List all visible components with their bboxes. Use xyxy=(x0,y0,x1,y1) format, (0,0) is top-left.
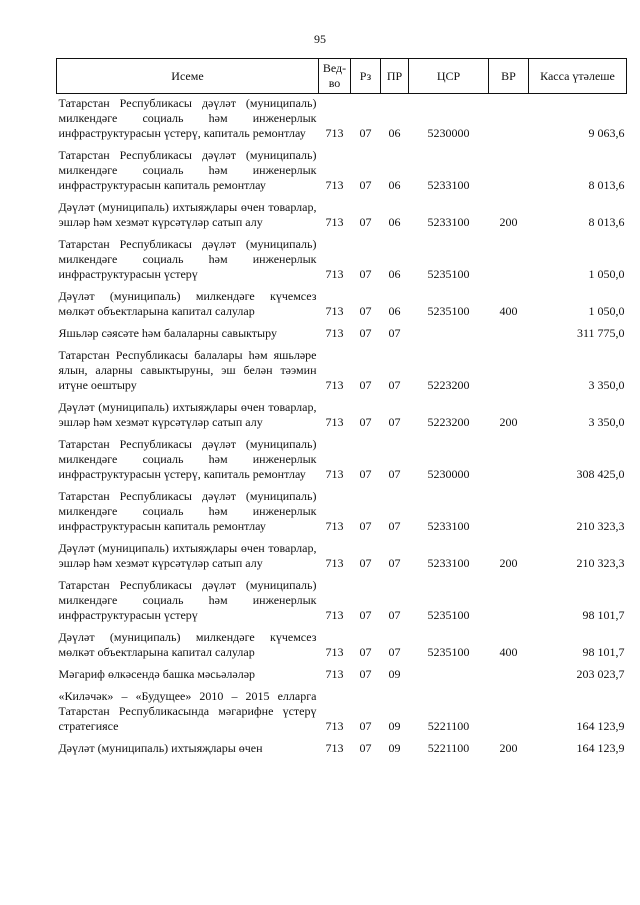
row-pr-cell: 07 xyxy=(388,415,401,429)
row-pr-cell: 06 xyxy=(388,267,401,281)
header-rz: Рз xyxy=(351,59,381,94)
table-row xyxy=(57,435,627,487)
row-sum-cell: 9 063,6 xyxy=(588,126,625,140)
table-row xyxy=(57,487,627,539)
row-name-cell: Дәүләт (муниципаль) милкендәге күчемсез мөлкәт объектларына капитал салулар xyxy=(58,630,317,659)
table-row xyxy=(57,739,627,761)
row-name-cell: Татарстан Республикасы дәүләт (муниципаль) милкендәге социаль һәм инженерлык инфраструктурасын үстерү, капиталь ремонтлау xyxy=(58,437,317,481)
table-row xyxy=(57,539,627,576)
header-name: Исеме xyxy=(57,59,319,94)
row-sum-cell: 1 050,0 xyxy=(588,267,625,281)
row-sum-cell: 98 101,7 xyxy=(582,645,625,659)
row-sum-cell: 164 123,9 xyxy=(576,719,625,733)
row-vr-cell xyxy=(489,665,529,687)
row-rz-cell: 07 xyxy=(359,326,372,340)
row-vr-cell xyxy=(489,435,529,487)
row-csr-cell: 5235100 xyxy=(427,608,470,622)
row-sum-cell: 3 350,0 xyxy=(588,415,625,429)
row-csr-cell: 5233100 xyxy=(427,215,470,229)
row-pr-cell: 07 xyxy=(388,645,401,659)
table-row xyxy=(57,346,627,398)
row-sum-cell: 8 013,6 xyxy=(588,215,625,229)
row-csr-cell: 5233100 xyxy=(427,519,470,533)
row-rz-cell: 07 xyxy=(359,556,372,570)
table-row xyxy=(57,146,627,198)
row-rz-cell: 07 xyxy=(359,741,372,755)
row-vr-cell xyxy=(489,487,529,539)
row-name-cell: Татарстан Республикасы балалары һәм яшьләре ялын, аларны савыктыруны, эш белән тәэмин итүне оештыру xyxy=(58,348,317,392)
page-number: 95 xyxy=(314,32,326,46)
row-vr-cell xyxy=(489,94,529,147)
row-rz-cell: 07 xyxy=(359,215,372,229)
row-pr-cell: 07 xyxy=(388,556,401,570)
row-ved-cell: 713 xyxy=(325,178,344,192)
row-vr-cell xyxy=(489,576,529,628)
row-ved-cell: 713 xyxy=(325,667,344,681)
row-pr-cell: 06 xyxy=(388,304,401,318)
row-ved-cell: 713 xyxy=(325,645,344,659)
row-vr-cell: 400 xyxy=(499,645,518,659)
header-vr: ВР xyxy=(489,59,529,94)
row-name-cell: «Киләчәк» – «Будущее» 2010 – 2015 елларга Татарстан Республикасында мәгарифне үстерү стратегиясе xyxy=(58,689,317,733)
header-ved: Вед-во xyxy=(319,59,351,94)
table-row xyxy=(57,687,627,739)
row-name-cell: Татарстан Республикасы дәүләт (муниципаль) милкендәге социаль һәм инженерлык инфраструктурасын үстерү xyxy=(58,578,317,622)
table-body xyxy=(57,94,627,762)
row-ved-cell: 713 xyxy=(325,267,344,281)
row-vr-cell xyxy=(489,687,529,739)
row-name-cell: Татарстан Республикасы дәүләт (муниципаль) милкендәге социаль һәм инженерлык инфраструктурасын капиталь ремонтлау xyxy=(58,148,317,192)
row-ved-cell: 713 xyxy=(325,719,344,733)
row-sum-cell: 164 123,9 xyxy=(576,741,625,755)
row-name-cell: Дәүләт (муниципаль) ихтыяҗлары өчен товарлар, эшләр һәм хезмәт күрсәтүләр сатып алу xyxy=(58,400,317,429)
row-csr-cell: 5230000 xyxy=(427,126,470,140)
row-rz-cell: 07 xyxy=(359,519,372,533)
row-sum-cell: 311 775,0 xyxy=(576,326,625,340)
row-pr-cell: 06 xyxy=(388,126,401,140)
row-csr-cell xyxy=(409,665,489,687)
row-sum-cell: 210 323,3 xyxy=(576,519,625,533)
row-sum-cell: 308 425,0 xyxy=(576,467,625,481)
row-rz-cell: 07 xyxy=(359,719,372,733)
row-ved-cell: 713 xyxy=(325,608,344,622)
row-rz-cell: 07 xyxy=(359,267,372,281)
table-row xyxy=(57,628,627,665)
row-sum-cell: 1 050,0 xyxy=(588,304,625,318)
row-ved-cell: 713 xyxy=(325,467,344,481)
row-csr-cell: 5235100 xyxy=(427,645,470,659)
row-vr-cell xyxy=(489,324,529,346)
table-row xyxy=(57,287,627,324)
row-name-cell: Татарстан Республикасы дәүләт (муниципаль) милкендәге социаль һәм инженерлык инфраструктурасын үстерү xyxy=(58,237,317,281)
row-vr-cell xyxy=(489,346,529,398)
row-ved-cell: 713 xyxy=(325,741,344,755)
row-rz-cell: 07 xyxy=(359,667,372,681)
row-vr-cell: 200 xyxy=(499,741,518,755)
row-name-cell: Дәүләт (муниципаль) милкендәге күчемсез мөлкәт объектларына капитал салулар xyxy=(58,289,317,318)
row-pr-cell: 06 xyxy=(388,178,401,192)
row-csr-cell: 5233100 xyxy=(427,178,470,192)
row-ved-cell: 713 xyxy=(325,126,344,140)
table-header xyxy=(57,59,627,94)
row-ved-cell: 713 xyxy=(325,304,344,318)
row-name-cell: Татарстан Республикасы дәүләт (муниципаль) милкендәге социаль һәм инженерлык инфраструктурасын үстерү, капиталь ремонтлау xyxy=(58,96,317,140)
row-pr-cell: 07 xyxy=(388,519,401,533)
row-vr-cell: 200 xyxy=(499,415,518,429)
row-name-cell: Дәүләт (муниципаль) ихтыяҗлары өчен xyxy=(58,741,263,755)
row-csr-cell: 5235100 xyxy=(427,267,470,281)
row-ved-cell: 713 xyxy=(325,326,344,340)
row-pr-cell: 07 xyxy=(388,608,401,622)
row-csr-cell: 5221100 xyxy=(427,741,470,755)
table-row xyxy=(57,665,627,687)
row-ved-cell: 713 xyxy=(325,519,344,533)
row-sum-cell: 3 350,0 xyxy=(588,378,625,392)
row-csr-cell xyxy=(409,324,489,346)
row-pr-cell: 09 xyxy=(388,741,401,755)
row-sum-cell: 8 013,6 xyxy=(588,178,625,192)
row-csr-cell: 5223200 xyxy=(427,415,470,429)
row-pr-cell: 07 xyxy=(388,326,401,340)
header-pr: ПР xyxy=(381,59,409,94)
row-name-cell: Татарстан Республикасы дәүләт (муниципаль) милкендәге социаль һәм инженерлык инфраструктурасын капиталь ремонтлау xyxy=(58,489,317,533)
row-vr-cell xyxy=(489,146,529,198)
row-vr-cell: 400 xyxy=(499,304,518,318)
row-ved-cell: 713 xyxy=(325,415,344,429)
row-pr-cell: 09 xyxy=(388,667,401,681)
row-name-cell: Мәгариф өлкәсендә башка мәсьәләләр xyxy=(58,667,256,681)
row-pr-cell: 06 xyxy=(388,215,401,229)
row-csr-cell: 5235100 xyxy=(427,304,470,318)
row-vr-cell xyxy=(489,235,529,287)
row-name-cell: Дәүләт (муниципаль) ихтыяҗлары өчен товарлар, эшләр һәм хезмәт күрсәтүләр сатып алу xyxy=(58,541,317,570)
row-pr-cell: 09 xyxy=(388,719,401,733)
row-ved-cell: 713 xyxy=(325,215,344,229)
row-csr-cell: 5233100 xyxy=(427,556,470,570)
row-csr-cell: 5221100 xyxy=(427,719,470,733)
row-pr-cell: 07 xyxy=(388,467,401,481)
row-csr-cell: 5230000 xyxy=(427,467,470,481)
row-rz-cell: 07 xyxy=(359,645,372,659)
budget-table xyxy=(56,58,627,761)
row-rz-cell: 07 xyxy=(359,378,372,392)
table-row xyxy=(57,235,627,287)
row-vr-cell: 200 xyxy=(499,556,518,570)
row-rz-cell: 07 xyxy=(359,467,372,481)
table-row xyxy=(57,94,627,147)
row-sum-cell: 210 323,3 xyxy=(576,556,625,570)
row-rz-cell: 07 xyxy=(359,178,372,192)
row-rz-cell: 07 xyxy=(359,304,372,318)
table-row xyxy=(57,324,627,346)
row-rz-cell: 07 xyxy=(359,126,372,140)
row-ved-cell: 713 xyxy=(325,378,344,392)
row-ved-cell: 713 xyxy=(325,556,344,570)
row-rz-cell: 07 xyxy=(359,608,372,622)
row-vr-cell: 200 xyxy=(499,215,518,229)
row-sum-cell: 203 023,7 xyxy=(576,667,625,681)
row-csr-cell: 5223200 xyxy=(427,378,470,392)
table-row xyxy=(57,576,627,628)
row-rz-cell: 07 xyxy=(359,415,372,429)
table-row xyxy=(57,398,627,435)
row-name-cell: Дәүләт (муниципаль) ихтыяҗлары өчен товарлар, эшләр һәм хезмәт күрсәтүләр сатып алу xyxy=(58,200,317,229)
row-name-cell: Яшьләр сәясәте һәм балаларны савыктыру xyxy=(58,326,277,340)
header-csr: ЦСР xyxy=(409,59,489,94)
table-row xyxy=(57,198,627,235)
header-sum: Касса үтәлеше xyxy=(529,59,627,94)
row-pr-cell: 07 xyxy=(388,378,401,392)
row-sum-cell: 98 101,7 xyxy=(582,608,625,622)
